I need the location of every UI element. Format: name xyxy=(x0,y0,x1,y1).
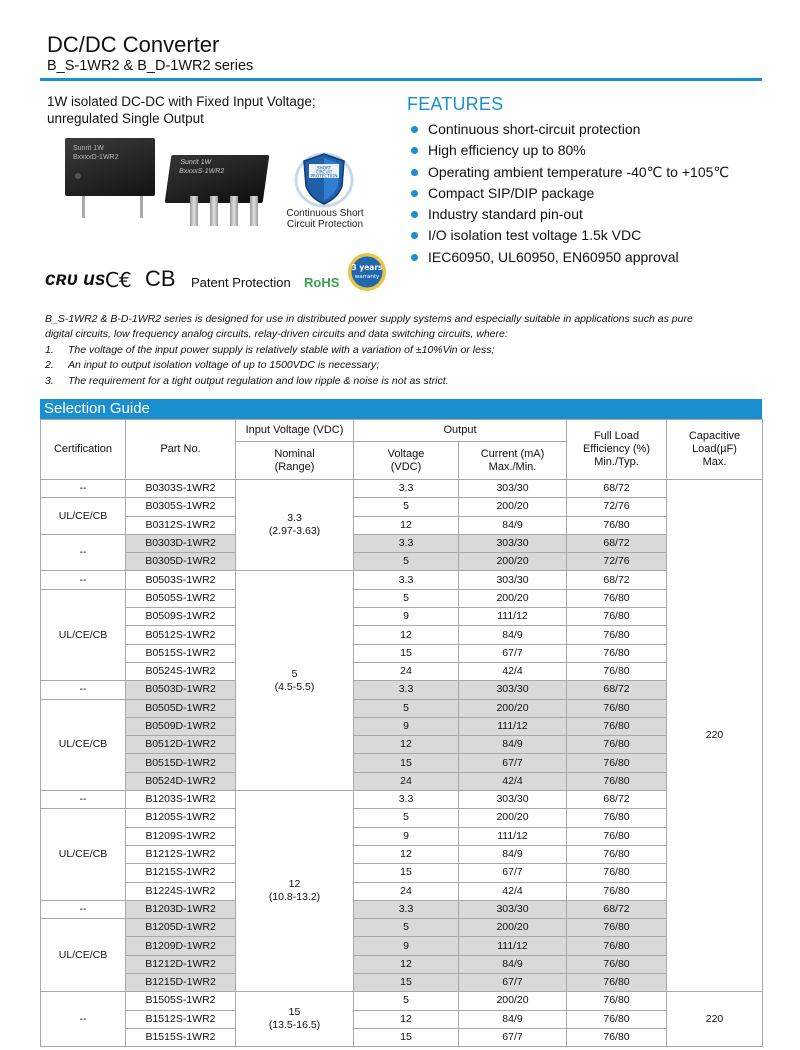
header-nominal xyxy=(236,442,354,480)
output-voltage-cell: 24 xyxy=(354,662,459,680)
efficiency-cell: 68/72 xyxy=(567,900,667,918)
certification-cell: -- xyxy=(41,480,126,498)
selection-guide-table xyxy=(40,419,763,1047)
part-no-cell: B0312S-1WR2 xyxy=(126,516,236,534)
badge-text: PROTECTION xyxy=(310,173,338,179)
output-current-cell: 67/7 xyxy=(459,1028,567,1046)
part-no-cell: B0524D-1WR2 xyxy=(126,772,236,790)
certification-cell: -- xyxy=(41,571,126,589)
header-text: Capacitive xyxy=(688,430,741,442)
feature-text: High efficiency up to 80% xyxy=(428,142,586,159)
warranty-text: warranty xyxy=(354,274,380,280)
header-current xyxy=(459,442,567,480)
selection-guide-title: Selection Guide xyxy=(44,400,150,417)
header-text: (Range) xyxy=(274,460,315,473)
part-no-cell: B1212S-1WR2 xyxy=(126,845,236,863)
table-row xyxy=(41,498,763,516)
output-current-cell: 303/30 xyxy=(459,534,567,552)
input-voltage-cell xyxy=(236,791,354,992)
certification-cell: UL/CE/CB xyxy=(41,498,126,535)
module-pin xyxy=(190,196,198,226)
output-voltage-cell: 5 xyxy=(354,553,459,571)
output-current-cell: 111/12 xyxy=(459,717,567,735)
certification-marks xyxy=(45,265,355,299)
header-text: Max./Min. xyxy=(488,460,537,473)
output-voltage-cell: 9 xyxy=(354,937,459,955)
part-no-cell: B1209S-1WR2 xyxy=(126,827,236,845)
module-pin xyxy=(210,196,218,226)
module-label: Sunrit 1W xyxy=(179,159,212,166)
part-no-cell: B1224S-1WR2 xyxy=(126,882,236,900)
badge-text: SHORT xyxy=(316,165,332,171)
part-no-cell: B1215S-1WR2 xyxy=(126,864,236,882)
table-row xyxy=(41,827,763,845)
features-heading: FEATURES xyxy=(407,94,504,114)
item-text: The voltage of the input power supply is relatively stable with a variation of ±10%Vin or less; xyxy=(68,343,495,356)
part-no-cell: B1205D-1WR2 xyxy=(126,919,236,937)
output-current-cell: 67/7 xyxy=(459,644,567,662)
output-current-cell: 42/4 xyxy=(459,882,567,900)
efficiency-cell: 72/76 xyxy=(567,553,667,571)
efficiency-cell: 76/80 xyxy=(567,1010,667,1028)
efficiency-cell: 68/72 xyxy=(567,681,667,699)
bullet-icon xyxy=(411,169,418,176)
part-no-cell: B0515S-1WR2 xyxy=(126,644,236,662)
table-row xyxy=(41,955,763,973)
output-current-cell: 84/9 xyxy=(459,955,567,973)
table-row xyxy=(41,900,763,918)
output-voltage-cell: 12 xyxy=(354,845,459,863)
output-current-cell: 67/7 xyxy=(459,864,567,882)
module-label: BxxxxS-1WR2 xyxy=(178,168,225,175)
output-current-cell: 84/9 xyxy=(459,845,567,863)
module-label: BxxxxD-1WR2 xyxy=(73,154,119,161)
efficiency-cell: 68/72 xyxy=(567,791,667,809)
header-text: Max. xyxy=(702,456,727,468)
table-row xyxy=(41,919,763,937)
feature-text: IEC60950, UL60950, EN60950 approval xyxy=(428,248,679,265)
efficiency-cell: 76/80 xyxy=(567,992,667,1010)
bullet-icon xyxy=(411,126,418,133)
input-voltage-cell xyxy=(236,571,354,791)
efficiency-cell: 76/80 xyxy=(567,827,667,845)
shield-icon xyxy=(294,150,354,208)
output-current-cell: 42/4 xyxy=(459,772,567,790)
output-voltage-cell: 15 xyxy=(354,974,459,992)
bullet-icon xyxy=(411,190,418,197)
nominal-voltage: 3.3 xyxy=(287,512,302,525)
capacitive-load-cell: 220 xyxy=(667,992,763,1047)
header-text: Load(µF) xyxy=(692,443,737,455)
module-label: Sunrit 1W xyxy=(73,145,104,152)
output-voltage-cell: 3.3 xyxy=(354,900,459,918)
part-no-cell: B1203S-1WR2 xyxy=(126,791,236,809)
header-output: Output xyxy=(354,420,567,442)
pin1-dot xyxy=(75,173,81,179)
feature-item xyxy=(410,119,729,140)
part-no-cell: B1203D-1WR2 xyxy=(126,900,236,918)
output-current-cell: 84/9 xyxy=(459,1010,567,1028)
output-voltage-cell: 5 xyxy=(354,699,459,717)
table-row xyxy=(41,809,763,827)
efficiency-cell: 68/72 xyxy=(567,480,667,498)
header-text: Full Load xyxy=(593,430,640,442)
patent-protection-text: Patent Protection xyxy=(191,275,291,290)
output-current-cell: 200/20 xyxy=(459,498,567,516)
efficiency-cell: 76/80 xyxy=(567,516,667,534)
certification-cell: UL/CE/CB xyxy=(41,919,126,992)
intro-text xyxy=(47,93,316,127)
header-text: Voltage xyxy=(387,447,425,460)
module-pin xyxy=(250,196,258,226)
table-row xyxy=(41,717,763,735)
part-no-cell: B1512S-1WR2 xyxy=(126,1010,236,1028)
part-no-cell: B0509D-1WR2 xyxy=(126,717,236,735)
efficiency-cell: 76/80 xyxy=(567,644,667,662)
certification-cell: -- xyxy=(41,681,126,699)
input-voltage-cell xyxy=(236,992,354,1047)
efficiency-cell: 76/80 xyxy=(567,589,667,607)
header-efficiency xyxy=(567,420,667,480)
table-row xyxy=(41,608,763,626)
table-row xyxy=(41,992,763,1010)
selection-guide-body xyxy=(41,480,763,1047)
table-row xyxy=(41,699,763,717)
output-current-cell: 303/30 xyxy=(459,900,567,918)
description-item xyxy=(45,374,765,389)
output-current-cell: 84/9 xyxy=(459,516,567,534)
part-no-cell: B0509S-1WR2 xyxy=(126,608,236,626)
voltage-range: (2.97-3.63) xyxy=(268,525,321,538)
input-voltage-cell xyxy=(236,480,354,571)
efficiency-cell: 68/72 xyxy=(567,534,667,552)
document-title: DC/DC Converter xyxy=(47,32,220,57)
item-number: 2. xyxy=(45,359,54,372)
feature-text: Compact SIP/DIP package xyxy=(428,184,595,201)
certification-cell: UL/CE/CB xyxy=(41,699,126,790)
module-pin xyxy=(82,196,85,218)
output-voltage-cell: 12 xyxy=(354,626,459,644)
series-subtitle: B_S-1WR2 & B_D-1WR2 series xyxy=(47,58,254,74)
part-no-cell: B0503D-1WR2 xyxy=(126,681,236,699)
output-current-cell: 84/9 xyxy=(459,736,567,754)
table-row xyxy=(41,480,763,498)
bullet-icon xyxy=(411,147,418,154)
header-text: Nominal xyxy=(274,447,315,460)
table-row xyxy=(41,662,763,680)
part-no-cell: B0305D-1WR2 xyxy=(126,553,236,571)
description-line: digital circuits, low frequency analog circuits, relay-driven circuits and data switching circuits, where: xyxy=(45,328,508,341)
certification-cell: -- xyxy=(41,534,126,571)
rohs-mark: RoHS xyxy=(304,275,340,290)
efficiency-cell: 76/80 xyxy=(567,937,667,955)
cb-mark: CB xyxy=(145,266,176,291)
item-number: 3. xyxy=(45,374,54,387)
feature-item xyxy=(410,225,729,246)
table-row xyxy=(41,571,763,589)
output-voltage-cell: 3.3 xyxy=(354,571,459,589)
table-row xyxy=(41,589,763,607)
output-voltage-cell: 5 xyxy=(354,498,459,516)
table-row xyxy=(41,864,763,882)
table-row xyxy=(41,516,763,534)
voltage-range: (4.5-5.5) xyxy=(274,680,315,693)
header-text: Efficiency (%) xyxy=(582,443,651,455)
part-no-cell: B0505S-1WR2 xyxy=(126,589,236,607)
output-current-cell: 303/30 xyxy=(459,681,567,699)
part-no-cell: B0505D-1WR2 xyxy=(126,699,236,717)
nominal-voltage: 5 xyxy=(291,667,298,680)
efficiency-cell: 76/80 xyxy=(567,974,667,992)
table-row xyxy=(41,626,763,644)
part-no-cell: B1212D-1WR2 xyxy=(126,955,236,973)
efficiency-cell: 76/80 xyxy=(567,772,667,790)
output-voltage-cell: 12 xyxy=(354,1010,459,1028)
part-no-cell: B0512S-1WR2 xyxy=(126,626,236,644)
output-current-cell: 200/20 xyxy=(459,809,567,827)
table-row xyxy=(41,681,763,699)
output-voltage-cell: 15 xyxy=(354,754,459,772)
module-pin xyxy=(140,196,143,218)
part-no-cell: B1205S-1WR2 xyxy=(126,809,236,827)
feature-item xyxy=(410,204,729,225)
output-voltage-cell: 3.3 xyxy=(354,681,459,699)
certification-cell: UL/CE/CB xyxy=(41,589,126,680)
certification-cell: -- xyxy=(41,900,126,918)
table-row xyxy=(41,791,763,809)
header-voltage xyxy=(354,442,459,480)
output-current-cell: 303/30 xyxy=(459,480,567,498)
warranty-badge-icon xyxy=(347,252,387,292)
bullet-icon xyxy=(411,211,418,218)
item-number: 1. xyxy=(45,343,54,356)
part-no-cell: B0515D-1WR2 xyxy=(126,754,236,772)
efficiency-cell: 68/72 xyxy=(567,571,667,589)
output-current-cell: 42/4 xyxy=(459,662,567,680)
output-voltage-cell: 3.3 xyxy=(354,534,459,552)
output-current-cell: 303/30 xyxy=(459,791,567,809)
bullet-icon xyxy=(411,254,418,261)
badge-label: Continuous Short xyxy=(286,208,364,219)
intro-line: unregulated Single Output xyxy=(47,111,204,126)
bullet-icon xyxy=(411,232,418,239)
output-voltage-cell: 9 xyxy=(354,717,459,735)
table-row xyxy=(41,736,763,754)
description-line: B_S-1WR2 & B-D-1WR2 series is designed for use in distributed power supply systems and especially suitable in applications such as pure xyxy=(45,313,693,325)
selection-guide-header xyxy=(40,399,762,419)
table-row xyxy=(41,772,763,790)
part-no-cell: B0305S-1WR2 xyxy=(126,498,236,516)
header-part-no: Part No. xyxy=(126,420,236,480)
output-voltage-cell: 5 xyxy=(354,992,459,1010)
output-voltage-cell: 9 xyxy=(354,608,459,626)
table-row xyxy=(41,553,763,571)
output-current-cell: 200/20 xyxy=(459,553,567,571)
header-text: Current (mA) xyxy=(480,447,545,460)
output-current-cell: 67/7 xyxy=(459,754,567,772)
output-voltage-cell: 12 xyxy=(354,516,459,534)
output-voltage-cell: 5 xyxy=(354,809,459,827)
table-row xyxy=(41,1028,763,1046)
efficiency-cell: 76/80 xyxy=(567,882,667,900)
output-current-cell: 303/30 xyxy=(459,571,567,589)
part-no-cell: B1515S-1WR2 xyxy=(126,1028,236,1046)
efficiency-cell: 76/80 xyxy=(567,717,667,735)
part-no-cell: B0524S-1WR2 xyxy=(126,662,236,680)
output-current-cell: 200/20 xyxy=(459,992,567,1010)
efficiency-cell: 76/80 xyxy=(567,608,667,626)
header-input-voltage: Input Voltage (VDC) xyxy=(236,420,354,442)
feature-item xyxy=(410,183,729,204)
description-item xyxy=(45,343,765,358)
item-text: The requirement for a tight output regulation and low ripple & noise is not as strict. xyxy=(68,374,449,387)
output-voltage-cell: 15 xyxy=(354,644,459,662)
table-row xyxy=(41,845,763,863)
table-row xyxy=(41,534,763,552)
output-current-cell: 200/20 xyxy=(459,699,567,717)
badge-text: CIRCUIT xyxy=(315,169,333,175)
part-no-cell: B1215D-1WR2 xyxy=(126,974,236,992)
table-row xyxy=(41,754,763,772)
output-voltage-cell: 12 xyxy=(354,736,459,754)
efficiency-cell: 76/80 xyxy=(567,699,667,717)
header-capacitive-load xyxy=(667,420,763,480)
efficiency-cell: 76/80 xyxy=(567,754,667,772)
feature-text: Continuous short-circuit protection xyxy=(428,121,641,137)
description-item xyxy=(45,358,765,373)
efficiency-cell: 76/80 xyxy=(567,809,667,827)
output-voltage-cell: 12 xyxy=(354,955,459,973)
feature-item xyxy=(410,247,729,268)
output-voltage-cell: 9 xyxy=(354,827,459,845)
table-row xyxy=(41,974,763,992)
voltage-range: (10.8-13.2) xyxy=(268,891,321,904)
feature-item xyxy=(410,140,729,161)
efficiency-cell: 76/80 xyxy=(567,626,667,644)
certification-cell: -- xyxy=(41,992,126,1047)
output-voltage-cell: 24 xyxy=(354,882,459,900)
certification-cell: -- xyxy=(41,791,126,809)
output-current-cell: 67/7 xyxy=(459,974,567,992)
dip-module-image xyxy=(65,138,155,196)
header-certification: Certification xyxy=(41,420,126,480)
output-voltage-cell: 5 xyxy=(354,919,459,937)
table-row xyxy=(41,1010,763,1028)
badge-label: Circuit Protection xyxy=(286,219,364,230)
output-voltage-cell: 24 xyxy=(354,772,459,790)
efficiency-cell: 76/80 xyxy=(567,845,667,863)
module-pin xyxy=(230,196,238,226)
output-voltage-cell: 5 xyxy=(354,589,459,607)
efficiency-cell: 76/80 xyxy=(567,1028,667,1046)
header-text: Min./Typ. xyxy=(594,456,639,468)
feature-text: I/O isolation test voltage 1.5k VDC xyxy=(428,227,642,244)
voltage-range: (13.5-16.5) xyxy=(268,1019,321,1032)
efficiency-cell: 76/80 xyxy=(567,955,667,973)
part-no-cell: B0303S-1WR2 xyxy=(126,480,236,498)
output-voltage-cell: 15 xyxy=(354,864,459,882)
output-current-cell: 84/9 xyxy=(459,626,567,644)
efficiency-cell: 76/80 xyxy=(567,736,667,754)
item-text: An input to output isolation voltage of up to 1500VDC is necessary; xyxy=(68,359,380,372)
part-no-cell: B0512D-1WR2 xyxy=(126,736,236,754)
features-list xyxy=(410,119,729,268)
output-current-cell: 111/12 xyxy=(459,827,567,845)
table-row xyxy=(41,644,763,662)
output-current-cell: 200/20 xyxy=(459,589,567,607)
efficiency-cell: 76/80 xyxy=(567,919,667,937)
intro-line: 1W isolated DC-DC with Fixed Input Voltage; xyxy=(47,94,316,109)
efficiency-cell: 76/80 xyxy=(567,864,667,882)
table-row xyxy=(41,882,763,900)
output-current-cell: 111/12 xyxy=(459,608,567,626)
feature-item xyxy=(410,162,729,183)
table-row xyxy=(41,937,763,955)
part-no-cell: B0303D-1WR2 xyxy=(126,534,236,552)
warranty-years: 3 years xyxy=(351,263,383,272)
feature-text: Operating ambient temperature -40℃ to +105℃ xyxy=(428,163,730,180)
title-rule xyxy=(40,78,762,81)
ce-mark: C€ xyxy=(105,268,132,292)
nominal-voltage: 12 xyxy=(288,878,301,891)
nominal-voltage: 15 xyxy=(288,1006,301,1019)
certification-cell: UL/CE/CB xyxy=(41,809,126,900)
part-no-cell: B1209D-1WR2 xyxy=(126,937,236,955)
efficiency-cell: 76/80 xyxy=(567,662,667,680)
series-description xyxy=(45,312,765,389)
output-current-cell: 200/20 xyxy=(459,919,567,937)
output-voltage-cell: 15 xyxy=(354,1028,459,1046)
capacitive-load-cell: 220 xyxy=(667,480,763,992)
output-voltage-cell: 3.3 xyxy=(354,791,459,809)
efficiency-cell: 72/76 xyxy=(567,498,667,516)
part-no-cell: B1505S-1WR2 xyxy=(126,992,236,1010)
feature-text: Industry standard pin-out xyxy=(428,206,583,223)
output-voltage-cell: 3.3 xyxy=(354,480,459,498)
ul-mark: cʀᴜ us xyxy=(45,269,106,290)
part-no-cell: B0503S-1WR2 xyxy=(126,571,236,589)
output-current-cell: 111/12 xyxy=(459,937,567,955)
header-text: (VDC) xyxy=(390,460,422,473)
